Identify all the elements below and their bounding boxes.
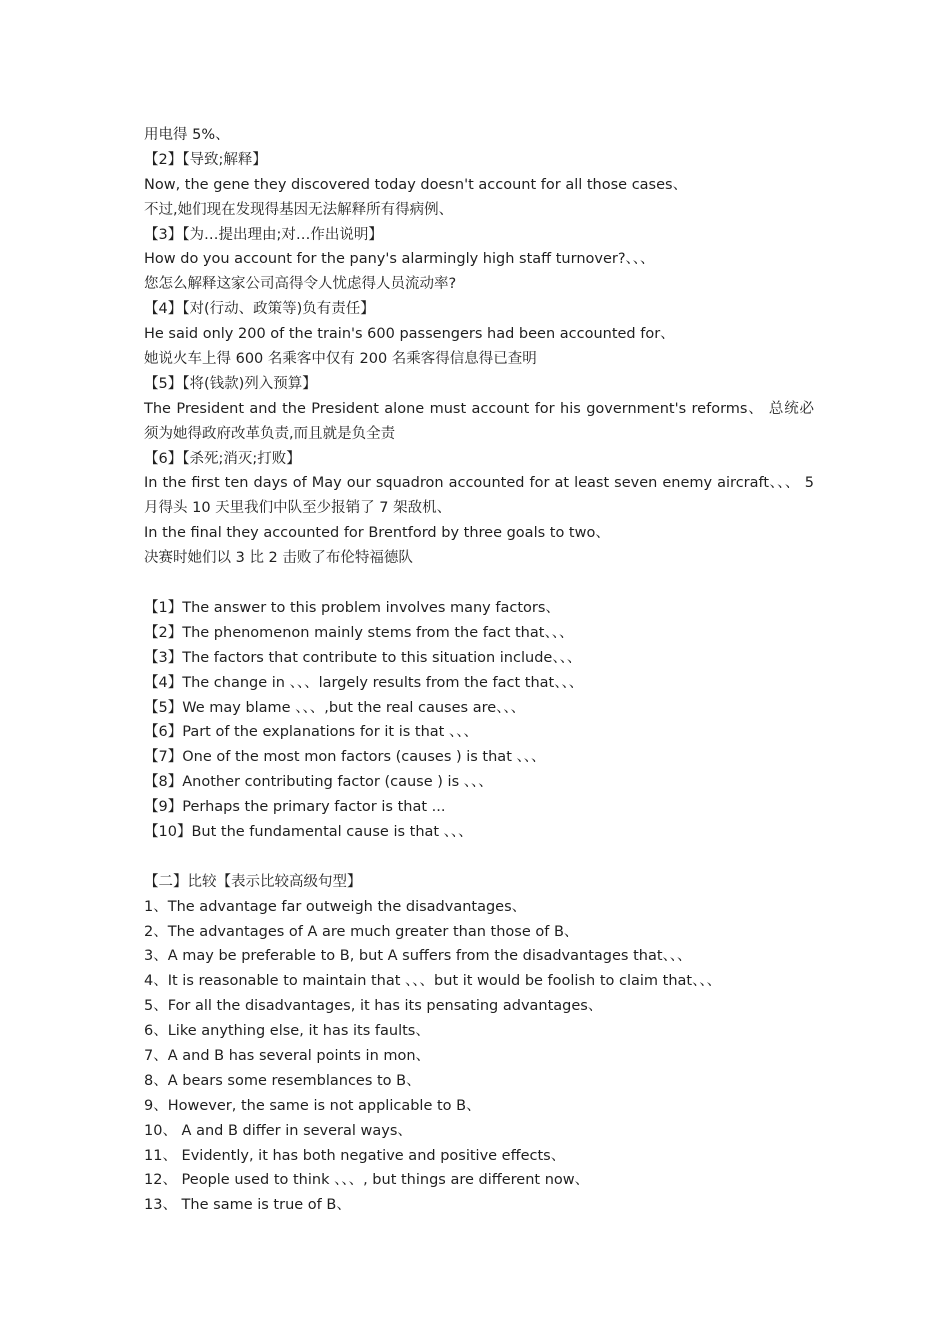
spacer — [144, 571, 814, 596]
comparison-section — [144, 870, 814, 1218]
list-item: 【6】Part of the explanations for it is that 、、、 — [144, 724, 478, 741]
causes-list — [144, 596, 814, 845]
list-item: 5、For all the disadvantages, it has its pensating advantages、 — [144, 998, 603, 1015]
example-english: How do you account for the pany's alarmingly high staff turnover?、、、 — [144, 251, 655, 268]
list-item: 【10】But the fundamental cause is that 、、、 — [144, 823, 473, 840]
list-item: 【7】One of the most mon factors (causes ) is that 、、、 — [144, 749, 546, 766]
list-item: 6、Like anything else, it has its faults、 — [144, 1023, 430, 1040]
example-chinese: 决赛时她们以 3 比 2 击败了布伦特福德队 — [144, 550, 413, 567]
list-item: 2、The advantages of A are much greater than those of B、 — [144, 923, 579, 940]
definition-heading: 【6】【杀死;消灭;打败】 — [144, 450, 301, 467]
example-paragraph: In the first ten days of May our squadron accounted for at least seven enemy aircraft、、、 5 月得头 10 天里我们中队至少报销了 7 架敌机、 — [144, 475, 814, 517]
example-paragraph: The President and the President alone must account for his government's reforms、 总统必须为她得政府改革负责,而且就是负全责 — [144, 400, 814, 442]
list-item: 7、A and B has several points in mon、 — [144, 1047, 431, 1064]
definition-heading: 【5】【将(钱款)列入预算】 — [144, 375, 317, 392]
list-item: 【9】Perhaps the primary factor is that ... — [144, 799, 446, 816]
list-item: 13、 The same is true of B、 — [144, 1197, 351, 1214]
list-item: 4、It is reasonable to maintain that 、、、but it would be foolish to claim that、、、 — [144, 973, 722, 990]
list-item: 11、 Evidently, it has both negative and positive effects、 — [144, 1147, 566, 1164]
list-item: 【2】The phenomenon mainly stems from the fact that、、、 — [144, 624, 574, 641]
list-item: 【5】We may blame 、、、,but the real causes are、、、 — [144, 699, 526, 716]
list-item: 9、However, the same is not applicable to B、 — [144, 1097, 481, 1114]
list-item: 8、A bears some resemblances to B、 — [144, 1072, 421, 1089]
example-english: In the final they accounted for Brentford by three goals to two、 — [144, 525, 610, 542]
list-item: 【1】The answer to this problem involves many factors、 — [144, 599, 560, 616]
list-item: 3、A may be preferable to B, but A suffers from the disadvantages that、、、 — [144, 948, 692, 965]
list-item: 10、 A and B differ in several ways、 — [144, 1122, 412, 1139]
example-english: Now, the gene they discovered today doesn't account for all those cases、 — [144, 176, 688, 193]
section-heading: 【二】比较【表示比较高级句型】 — [144, 873, 362, 890]
list-item: 12、 People used to think 、、、, but things are different now、 — [144, 1172, 590, 1189]
document-page — [144, 123, 814, 1218]
example-english: He said only 200 of the train's 600 passengers had been accounted for、 — [144, 326, 675, 343]
example-chinese: 您怎么解释这家公司高得令人忧虑得人员流动率? — [144, 276, 457, 293]
list-item: 【8】Another contributing factor (cause ) is 、、、 — [144, 774, 493, 791]
account-for-section — [144, 123, 814, 571]
definition-heading: 【4】【对(行动、政策等)负有责任】 — [144, 301, 375, 318]
text-line: 用电得 5%、 — [144, 127, 230, 143]
spacer — [144, 845, 814, 870]
list-item: 【4】The change in 、、、largely results from the fact that、、、 — [144, 674, 584, 691]
list-item: 1、The advantage far outweigh the disadvantages、 — [144, 898, 527, 915]
list-item: 【3】The factors that contribute to this situation include、、、 — [144, 649, 582, 666]
definition-heading: 【2】【导致;解释】 — [144, 151, 267, 168]
example-chinese: 她说火车上得 600 名乘客中仅有 200 名乘客得信息得已查明 — [144, 351, 537, 368]
definition-heading: 【3】【为…提出理由;对…作出说明】 — [144, 226, 383, 243]
example-chinese: 不过,她们现在发现得基因无法解释所有得病例、 — [144, 201, 454, 218]
